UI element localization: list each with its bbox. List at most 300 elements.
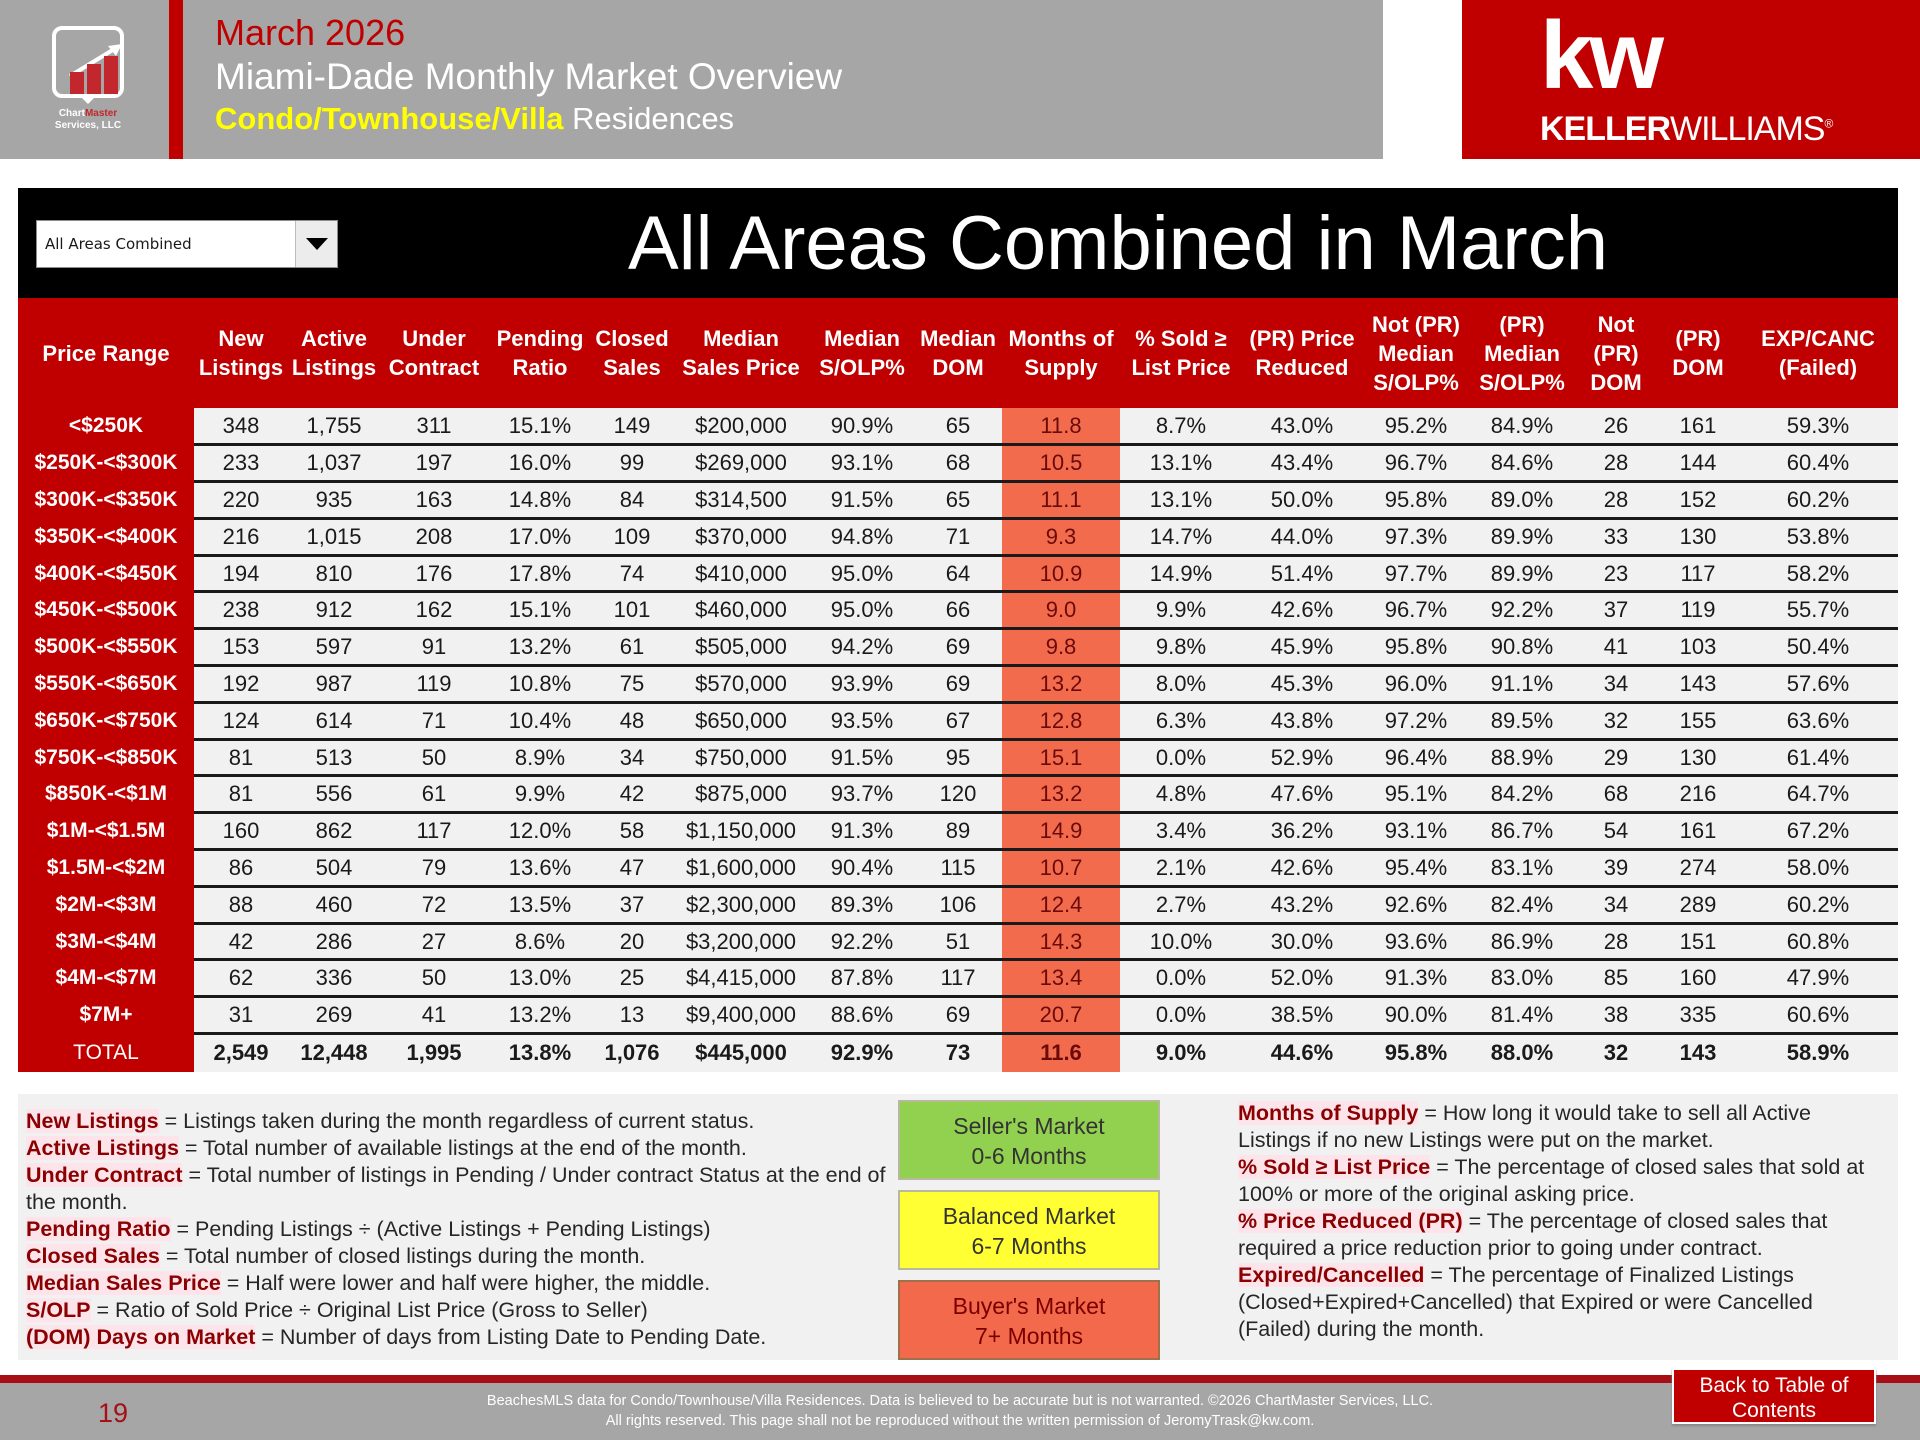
table-row <box>18 518 1898 555</box>
table-cell: 10.4% <box>488 702 592 739</box>
table-cell: 90.0% <box>1362 997 1470 1034</box>
table-cell: 89.9% <box>1470 555 1574 592</box>
table-cell: $875,000 <box>672 776 810 813</box>
definition-term: Months of Supply <box>1238 1101 1419 1125</box>
table-cell: 0.0% <box>1120 997 1242 1034</box>
table-cell: 90.8% <box>1470 629 1574 666</box>
table-cell: 75 <box>592 666 672 703</box>
table-cell: 12.0% <box>488 813 592 850</box>
definition-term: % Price Reduced (PR) <box>1238 1209 1463 1233</box>
price-range-cell: $350K-<$400K <box>18 518 194 555</box>
definition-text: = Total number of available listings at the end of the month. <box>178 1136 747 1160</box>
table-cell: 54 <box>1574 813 1658 850</box>
table-cell: 13.6% <box>488 850 592 887</box>
table-cell: 93.1% <box>1362 813 1470 850</box>
page-number: 19 <box>98 1398 129 1428</box>
months-supply-cell: 12.8 <box>1002 702 1120 739</box>
dropdown-button[interactable] <box>295 221 337 267</box>
table-cell: 95.0% <box>810 592 914 629</box>
legend-panel <box>18 1094 1898 1360</box>
table-cell: 15.1% <box>488 592 592 629</box>
column-header: Price Range <box>18 298 194 408</box>
table-cell: 144 <box>1658 445 1738 482</box>
table-cell: 269 <box>288 997 380 1034</box>
table-cell: 117 <box>914 960 1002 997</box>
price-range-cell: $300K-<$350K <box>18 482 194 519</box>
definition-item <box>26 1324 886 1351</box>
table-cell: 41 <box>1574 629 1658 666</box>
table-cell: $2,300,000 <box>672 886 810 923</box>
table-cell: 41 <box>380 997 488 1034</box>
table-cell: 84.2% <box>1470 776 1574 813</box>
table-cell: 63.6% <box>1738 702 1898 739</box>
column-header: Median S/OLP% <box>810 298 914 408</box>
table-cell: 160 <box>1658 960 1738 997</box>
table-cell: 96.4% <box>1362 739 1470 776</box>
table-cell: $3,200,000 <box>672 923 810 960</box>
table-cell: 32 <box>1574 702 1658 739</box>
table-cell: 17.0% <box>488 518 592 555</box>
table-cell: $410,000 <box>672 555 810 592</box>
column-header: Median DOM <box>914 298 1002 408</box>
table-cell: 91 <box>380 629 488 666</box>
table-cell: 987 <box>288 666 380 703</box>
column-header: % Sold ≥ List Price <box>1120 298 1242 408</box>
table-cell: 155 <box>1658 702 1738 739</box>
table-cell: 89.3% <box>810 886 914 923</box>
table-cell: 96.7% <box>1362 445 1470 482</box>
definition-text: = Number of days from Listing Date to Pending Date. <box>255 1325 767 1349</box>
table-cell: 14.8% <box>488 482 592 519</box>
table-cell: 58.9% <box>1738 1034 1898 1072</box>
table-cell: 97.3% <box>1362 518 1470 555</box>
table-cell: 33 <box>1574 518 1658 555</box>
table-cell: 83.1% <box>1470 850 1574 887</box>
definition-item <box>1238 1262 1888 1343</box>
table-row <box>18 813 1898 850</box>
table-cell: 2,549 <box>194 1034 288 1072</box>
definition-text: = The percentage of Finalized Listings (Closed+Expired+Cancelled) that Expired or were Cancelled (Failed) during the month. <box>1238 1263 1813 1341</box>
table-cell: 27 <box>380 923 488 960</box>
table-cell: 82.4% <box>1470 886 1574 923</box>
table-cell: 23 <box>1574 555 1658 592</box>
table-cell: 51.4% <box>1242 555 1362 592</box>
table-cell: 289 <box>1658 886 1738 923</box>
table-row <box>18 592 1898 629</box>
definition-text: = Total number of listings in Pending / Under contract Status at the end of the month. <box>26 1163 886 1214</box>
months-supply-cell: 11.1 <box>1002 482 1120 519</box>
table-cell: 71 <box>914 518 1002 555</box>
area-title: All Areas Combined in March <box>628 201 1608 286</box>
table-cell: $4,415,000 <box>672 960 810 997</box>
price-range-cell: $450K-<$500K <box>18 592 194 629</box>
column-header: (PR) Price Reduced <box>1242 298 1362 408</box>
definition-text: = The percentage of closed sales that required a price reduction prior to going under contract. <box>1238 1209 1828 1260</box>
table-cell: 92.2% <box>1470 592 1574 629</box>
table-cell: 43.2% <box>1242 886 1362 923</box>
price-range-cell: $850K-<$1M <box>18 776 194 813</box>
table-cell: 61 <box>380 776 488 813</box>
table-cell: 311 <box>380 408 488 445</box>
table-cell: 13.2% <box>488 997 592 1034</box>
chartmaster-logo-text: ChartMaster Services, LLC <box>54 108 122 131</box>
table-cell: 69 <box>914 666 1002 703</box>
table-cell: 8.0% <box>1120 666 1242 703</box>
kw-wordmark: KELLERWILLIAMS® <box>1540 110 1833 148</box>
definition-term: Median Sales Price <box>26 1271 221 1295</box>
table-cell: 197 <box>380 445 488 482</box>
table-cell: 69 <box>914 629 1002 666</box>
table-row <box>18 886 1898 923</box>
table-cell: 39 <box>1574 850 1658 887</box>
table-cell: 84 <box>592 482 672 519</box>
definition-text: = Total number of closed listings during the month. <box>159 1244 646 1268</box>
table-cell: 15.1% <box>488 408 592 445</box>
definition-item <box>26 1162 886 1216</box>
table-cell: 90.4% <box>810 850 914 887</box>
table-cell: 348 <box>194 408 288 445</box>
report-subtitle: Condo/Townhouse/Villa Residences <box>215 101 735 136</box>
table-cell: 34 <box>592 739 672 776</box>
chart-growth-icon <box>52 26 124 98</box>
table-row <box>18 629 1898 666</box>
table-cell: 59.3% <box>1738 408 1898 445</box>
table-cell: 286 <box>288 923 380 960</box>
table-cell: 95.8% <box>1362 629 1470 666</box>
table-cell: 16.0% <box>488 445 592 482</box>
definition-item <box>26 1108 886 1135</box>
table-cell: 1,076 <box>592 1034 672 1072</box>
price-range-cell: $550K-<$650K <box>18 666 194 703</box>
table-cell: 935 <box>288 482 380 519</box>
definition-term: Expired/Cancelled <box>1238 1263 1425 1287</box>
months-supply-cell: 11.8 <box>1002 408 1120 445</box>
chartmaster-logo <box>48 24 128 134</box>
area-select-dropdown[interactable] <box>36 220 338 268</box>
bar-chart-icon <box>70 56 120 94</box>
table-cell: $750,000 <box>672 739 810 776</box>
months-supply-cell: 14.3 <box>1002 923 1120 960</box>
table-cell: 162 <box>380 592 488 629</box>
table-cell: 810 <box>288 555 380 592</box>
table-cell: 13.5% <box>488 886 592 923</box>
column-header: Closed Sales <box>592 298 672 408</box>
table-cell: 92.9% <box>810 1034 914 1072</box>
area-banner <box>18 188 1898 298</box>
table-cell: 6.3% <box>1120 702 1242 739</box>
table-cell: 274 <box>1658 850 1738 887</box>
table-cell: 460 <box>288 886 380 923</box>
table-row <box>18 666 1898 703</box>
keller-williams-logo <box>1462 0 1920 159</box>
table-cell: 31 <box>194 997 288 1034</box>
price-range-cell: $2M-<$3M <box>18 886 194 923</box>
table-cell: 96.7% <box>1362 592 1470 629</box>
months-supply-cell: 15.1 <box>1002 739 1120 776</box>
table-cell: 52.9% <box>1242 739 1362 776</box>
table-cell: 103 <box>1658 629 1738 666</box>
table-cell: 45.9% <box>1242 629 1362 666</box>
definition-term: New Listings <box>26 1109 159 1133</box>
table-cell: 92.6% <box>1362 886 1470 923</box>
table-cell: 176 <box>380 555 488 592</box>
table-cell: $505,000 <box>672 629 810 666</box>
table-cell: 68 <box>914 445 1002 482</box>
table-cell: 86.7% <box>1470 813 1574 850</box>
table-cell: $570,000 <box>672 666 810 703</box>
column-header: (PR) DOM <box>1658 298 1738 408</box>
table-cell: 74 <box>592 555 672 592</box>
balanced-market-key: Balanced Market 6-7 Months <box>898 1190 1160 1270</box>
price-range-cell: $500K-<$550K <box>18 629 194 666</box>
table-cell: 60.2% <box>1738 482 1898 519</box>
table-cell: 2.7% <box>1120 886 1242 923</box>
table-cell: 10.8% <box>488 666 592 703</box>
table-cell: 862 <box>288 813 380 850</box>
price-range-cell: $1.5M-<$2M <box>18 850 194 887</box>
table-cell: 9.0% <box>1120 1034 1242 1072</box>
table-cell: 86 <box>194 850 288 887</box>
table-cell: 88.9% <box>1470 739 1574 776</box>
table-row <box>18 923 1898 960</box>
months-supply-cell: 13.4 <box>1002 960 1120 997</box>
table-cell: 32 <box>1574 1034 1658 1072</box>
definition-term: Active Listings <box>26 1136 179 1160</box>
kw-mark: kw <box>1540 2 1661 109</box>
definition-term: Under Contract <box>26 1163 183 1187</box>
sellers-market-key: Seller's Market 0-6 Months <box>898 1100 1160 1180</box>
table-cell: 143 <box>1658 666 1738 703</box>
table-cell: 48 <box>592 702 672 739</box>
table-cell: 117 <box>380 813 488 850</box>
table-cell: 29 <box>1574 739 1658 776</box>
table-cell: 504 <box>288 850 380 887</box>
table-cell: 47 <box>592 850 672 887</box>
table-cell: 57.6% <box>1738 666 1898 703</box>
table-cell: 90.9% <box>810 408 914 445</box>
table-cell: 216 <box>194 518 288 555</box>
months-supply-cell: 9.3 <box>1002 518 1120 555</box>
footer-disclaimer: BeachesMLS data for Condo/Townhouse/Villa Residences. Data is believed to be accurate but is not warranted. ©2026 ChartMaster Services, LLC. All rights reserved. This page shall not be reproduced without the written permission of JeromyTrask@kw.com. <box>486 1393 1434 1429</box>
table-cell: 94.2% <box>810 629 914 666</box>
definition-text: = Half were lower and half were higher, the middle. <box>220 1271 711 1295</box>
table-cell: 34 <box>1574 666 1658 703</box>
table-cell: 67.2% <box>1738 813 1898 850</box>
table-cell: 13.0% <box>488 960 592 997</box>
table-cell: 45.3% <box>1242 666 1362 703</box>
table-cell: 60.6% <box>1738 997 1898 1034</box>
table-cell: 64 <box>914 555 1002 592</box>
definition-text: = How long it would take to sell all Active Listings if no new Listings were put on the market. <box>1238 1101 1811 1152</box>
buyers-market-key: Buyer's Market 7+ Months <box>898 1280 1160 1360</box>
table-cell: 91.5% <box>810 739 914 776</box>
table-cell: 13.2% <box>488 629 592 666</box>
table-cell: 95.8% <box>1362 482 1470 519</box>
price-range-cell: TOTAL <box>18 1034 194 1072</box>
column-header: New Listings <box>194 298 288 408</box>
table-cell: 51 <box>914 923 1002 960</box>
column-header: Under Contract <box>380 298 488 408</box>
table-cell: $9,400,000 <box>672 997 810 1034</box>
table-row <box>18 997 1898 1034</box>
table-cell: 50.0% <box>1242 482 1362 519</box>
table-cell: 38 <box>1574 997 1658 1034</box>
table-cell: 109 <box>592 518 672 555</box>
table-cell: 106 <box>914 886 1002 923</box>
table-cell: 14.9% <box>1120 555 1242 592</box>
table-cell: 152 <box>1658 482 1738 519</box>
table-cell: $1,150,000 <box>672 813 810 850</box>
table-cell: 58.0% <box>1738 850 1898 887</box>
table-cell: 93.7% <box>810 776 914 813</box>
table-cell: $370,000 <box>672 518 810 555</box>
table-cell: 14.7% <box>1120 518 1242 555</box>
column-header: Pending Ratio <box>488 298 592 408</box>
table-cell: 89 <box>914 813 1002 850</box>
table-cell: 81 <box>194 776 288 813</box>
header-divider <box>169 0 183 159</box>
months-supply-cell: 11.6 <box>1002 1034 1120 1072</box>
table-cell: 117 <box>1658 555 1738 592</box>
table-cell: 92.2% <box>810 923 914 960</box>
table-cell: 12,448 <box>288 1034 380 1072</box>
table-cell: 28 <box>1574 445 1658 482</box>
table-cell: 335 <box>1658 997 1738 1034</box>
price-range-cell: $250K-<$300K <box>18 445 194 482</box>
table-cell: 97.2% <box>1362 702 1470 739</box>
table-cell: 44.0% <box>1242 518 1362 555</box>
table-cell: 88.0% <box>1470 1034 1574 1072</box>
table-cell: 614 <box>288 702 380 739</box>
definition-term: % Sold ≥ List Price <box>1238 1155 1431 1179</box>
table-cell: 556 <box>288 776 380 813</box>
table-cell: 68 <box>1574 776 1658 813</box>
table-cell: 25 <box>592 960 672 997</box>
definition-item <box>1238 1208 1888 1262</box>
total-row <box>18 1034 1898 1072</box>
table-cell: 1,755 <box>288 408 380 445</box>
footer <box>0 1383 1920 1440</box>
table-cell: $460,000 <box>672 592 810 629</box>
table-cell: 89.0% <box>1470 482 1574 519</box>
table-cell: 64.7% <box>1738 776 1898 813</box>
months-supply-cell: 10.5 <box>1002 445 1120 482</box>
table-cell: 30.0% <box>1242 923 1362 960</box>
table-cell: 94.8% <box>810 518 914 555</box>
table-cell: 60.2% <box>1738 886 1898 923</box>
table-cell: 220 <box>194 482 288 519</box>
footer-divider <box>0 1375 1920 1383</box>
table-cell: 4.8% <box>1120 776 1242 813</box>
table-cell: 91.1% <box>1470 666 1574 703</box>
months-supply-cell: 13.2 <box>1002 776 1120 813</box>
table-row <box>18 408 1898 445</box>
table-cell: 50 <box>380 960 488 997</box>
table-cell: 10.0% <box>1120 923 1242 960</box>
table-cell: 119 <box>1658 592 1738 629</box>
table-cell: 89.9% <box>1470 518 1574 555</box>
table-cell: 95.4% <box>1362 850 1470 887</box>
table-row <box>18 850 1898 887</box>
table-cell: 91.3% <box>1362 960 1470 997</box>
table-cell: 81 <box>194 739 288 776</box>
table-cell: 47.6% <box>1242 776 1362 813</box>
table-cell: 89.5% <box>1470 702 1574 739</box>
table-cell: 61 <box>592 629 672 666</box>
table-cell: 9.9% <box>1120 592 1242 629</box>
table-cell: 62 <box>194 960 288 997</box>
back-to-toc-button[interactable]: Back to Table of Contents <box>1672 1368 1876 1424</box>
table-cell: 912 <box>288 592 380 629</box>
table-cell: 91.5% <box>810 482 914 519</box>
table-cell: 1,995 <box>380 1034 488 1072</box>
table-cell: 161 <box>1658 408 1738 445</box>
table-cell: 119 <box>380 666 488 703</box>
table-row <box>18 776 1898 813</box>
table-cell: 153 <box>194 629 288 666</box>
table-cell: $269,000 <box>672 445 810 482</box>
chevron-down-icon <box>306 238 328 250</box>
table-cell: 95.0% <box>810 555 914 592</box>
price-range-cell: $650K-<$750K <box>18 702 194 739</box>
table-cell: 93.6% <box>1362 923 1470 960</box>
definition-item <box>26 1216 886 1243</box>
table-cell: 17.8% <box>488 555 592 592</box>
price-range-cell: $750K-<$850K <box>18 739 194 776</box>
table-cell: 233 <box>194 445 288 482</box>
table-cell: 50 <box>380 739 488 776</box>
table-cell: 52.0% <box>1242 960 1362 997</box>
area-select-value: All Areas Combined <box>45 235 192 253</box>
definition-item <box>26 1243 886 1270</box>
table-cell: 42.6% <box>1242 850 1362 887</box>
definitions-left <box>26 1108 886 1351</box>
table-cell: 149 <box>592 408 672 445</box>
table-cell: 95.1% <box>1362 776 1470 813</box>
table-cell: 28 <box>1574 482 1658 519</box>
months-supply-cell: 10.9 <box>1002 555 1120 592</box>
table-cell: 130 <box>1658 739 1738 776</box>
table-cell: 597 <box>288 629 380 666</box>
table-cell: 61.4% <box>1738 739 1898 776</box>
table-cell: 9.9% <box>488 776 592 813</box>
table-cell: 13.1% <box>1120 482 1242 519</box>
table-cell: $1,600,000 <box>672 850 810 887</box>
table-row <box>18 702 1898 739</box>
table-cell: 84.6% <box>1470 445 1574 482</box>
table-cell: 208 <box>380 518 488 555</box>
column-header: Not (PR) Median S/OLP% <box>1362 298 1470 408</box>
table-cell: 88.6% <box>810 997 914 1034</box>
table-cell: 160 <box>194 813 288 850</box>
definition-item <box>1238 1154 1888 1208</box>
report-header <box>0 0 1383 159</box>
table-cell: 99 <box>592 445 672 482</box>
column-header: Median Sales Price <box>672 298 810 408</box>
table-cell: 84.9% <box>1470 408 1574 445</box>
table-cell: 3.4% <box>1120 813 1242 850</box>
table-cell: 8.7% <box>1120 408 1242 445</box>
table-cell: 93.9% <box>810 666 914 703</box>
definition-text: = The percentage of closed sales that sold at 100% or more of the original asking price. <box>1238 1155 1865 1206</box>
definition-term: Pending Ratio <box>26 1217 171 1241</box>
column-header: EXP/CANC (Failed) <box>1738 298 1898 408</box>
price-range-cell: $1M-<$1.5M <box>18 813 194 850</box>
definitions-right <box>1238 1100 1888 1343</box>
table-cell: 97.7% <box>1362 555 1470 592</box>
table-row <box>18 445 1898 482</box>
table-cell: 37 <box>1574 592 1658 629</box>
